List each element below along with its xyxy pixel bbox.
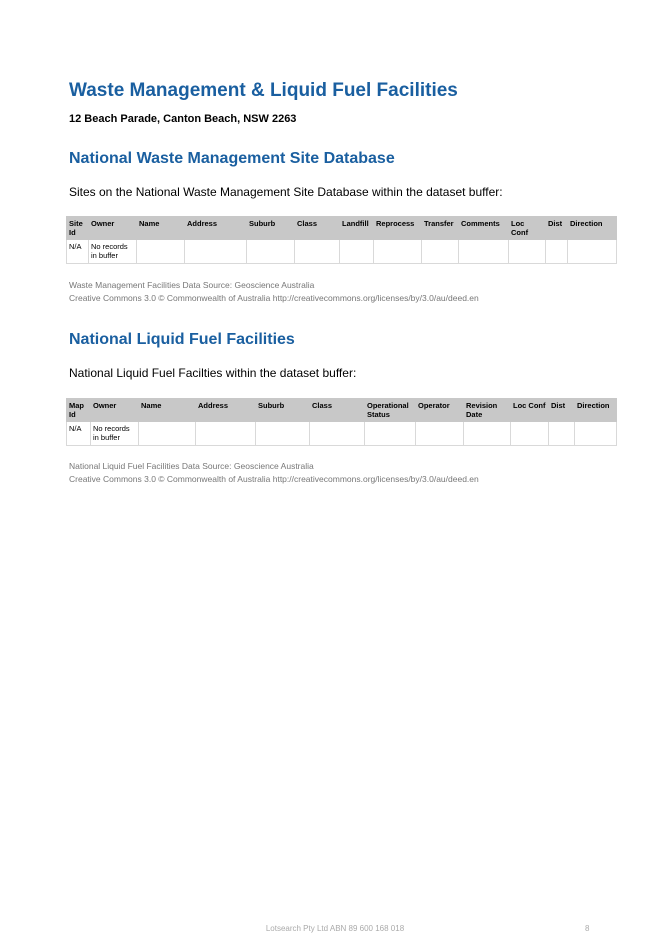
- column-header: Reprocess: [374, 217, 422, 240]
- waste-intro: Sites on the National Waste Management Site Database within the dataset buffer:: [69, 185, 503, 199]
- column-header: Direction: [568, 217, 617, 240]
- table-cell: [568, 240, 617, 264]
- page-title: Waste Management & Liquid Fuel Facilities: [69, 80, 458, 101]
- column-header: Owner: [89, 217, 137, 240]
- table-cell: [422, 240, 459, 264]
- table-cell: [295, 240, 340, 264]
- table-cell: [546, 240, 568, 264]
- column-header: Class: [295, 217, 340, 240]
- table-cell: [247, 240, 295, 264]
- column-header: Revision Date: [464, 399, 511, 422]
- table-cell: [310, 422, 365, 446]
- table-cell: [365, 422, 416, 446]
- column-header: Name: [137, 217, 185, 240]
- table-row: [67, 422, 617, 446]
- column-header: Owner: [91, 399, 139, 422]
- table-cell: [340, 240, 374, 264]
- table-cell: [256, 422, 310, 446]
- table-cell: [459, 240, 509, 264]
- source-line: Waste Management Facilities Data Source: Geoscience Australia: [69, 280, 315, 290]
- table-cell: [464, 422, 511, 446]
- waste-data-source: [69, 279, 479, 305]
- column-header: Direction: [575, 399, 617, 422]
- table-cell: [185, 240, 247, 264]
- license-line: Creative Commons 3.0 © Commonwealth of Australia http://creativecommons.org/licenses/by/3.0/au/deed.en: [69, 474, 479, 484]
- license-line: Creative Commons 3.0 © Commonwealth of Australia http://creativecommons.org/licenses/by/3.0/au/deed.en: [69, 293, 479, 303]
- column-header: Operator: [416, 399, 464, 422]
- waste-section-heading: National Waste Management Site Database: [69, 150, 395, 167]
- table-cell: [575, 422, 617, 446]
- table-cell: N/A: [67, 422, 91, 446]
- fuel-section-heading: National Liquid Fuel Facilities: [69, 331, 295, 348]
- column-header: Transfer: [422, 217, 459, 240]
- column-header: Address: [196, 399, 256, 422]
- table-cell: [549, 422, 575, 446]
- table-cell: [137, 240, 185, 264]
- column-header: Class: [310, 399, 365, 422]
- table-cell: [509, 240, 546, 264]
- fuel-intro: National Liquid Fuel Facilties within the dataset buffer:: [69, 366, 357, 380]
- table-cell: [139, 422, 196, 446]
- column-header: Operational Status: [365, 399, 416, 422]
- table-cell: [374, 240, 422, 264]
- table-row: [67, 240, 617, 264]
- column-header: Address: [185, 217, 247, 240]
- table-cell: [196, 422, 256, 446]
- table-cell: [416, 422, 464, 446]
- page-number: 8: [585, 924, 590, 933]
- column-header: Landfill: [340, 217, 374, 240]
- page-footer: Lotsearch Pty Ltd ABN 89 600 168 018: [265, 924, 405, 933]
- table-header-row: [67, 217, 617, 240]
- column-header: Name: [139, 399, 196, 422]
- column-header: Dist: [546, 217, 568, 240]
- table-cell: No records in buffer: [89, 240, 137, 264]
- column-header: Loc Conf: [509, 217, 546, 240]
- column-header: Comments: [459, 217, 509, 240]
- waste-table: [66, 216, 617, 264]
- site-address: 12 Beach Parade, Canton Beach, NSW 2263: [69, 113, 297, 125]
- column-header: Dist: [549, 399, 575, 422]
- table-cell: No records in buffer: [91, 422, 139, 446]
- column-header: Suburb: [256, 399, 310, 422]
- table-cell: [511, 422, 549, 446]
- column-header: Map Id: [67, 399, 91, 422]
- source-line: National Liquid Fuel Facilities Data Source: Geoscience Australia: [69, 461, 314, 471]
- column-header: Site Id: [67, 217, 89, 240]
- fuel-data-source: [69, 460, 479, 486]
- column-header: Loc Conf: [511, 399, 549, 422]
- table-header-row: [67, 399, 617, 422]
- column-header: Suburb: [247, 217, 295, 240]
- table-cell: N/A: [67, 240, 89, 264]
- fuel-table: [66, 398, 617, 446]
